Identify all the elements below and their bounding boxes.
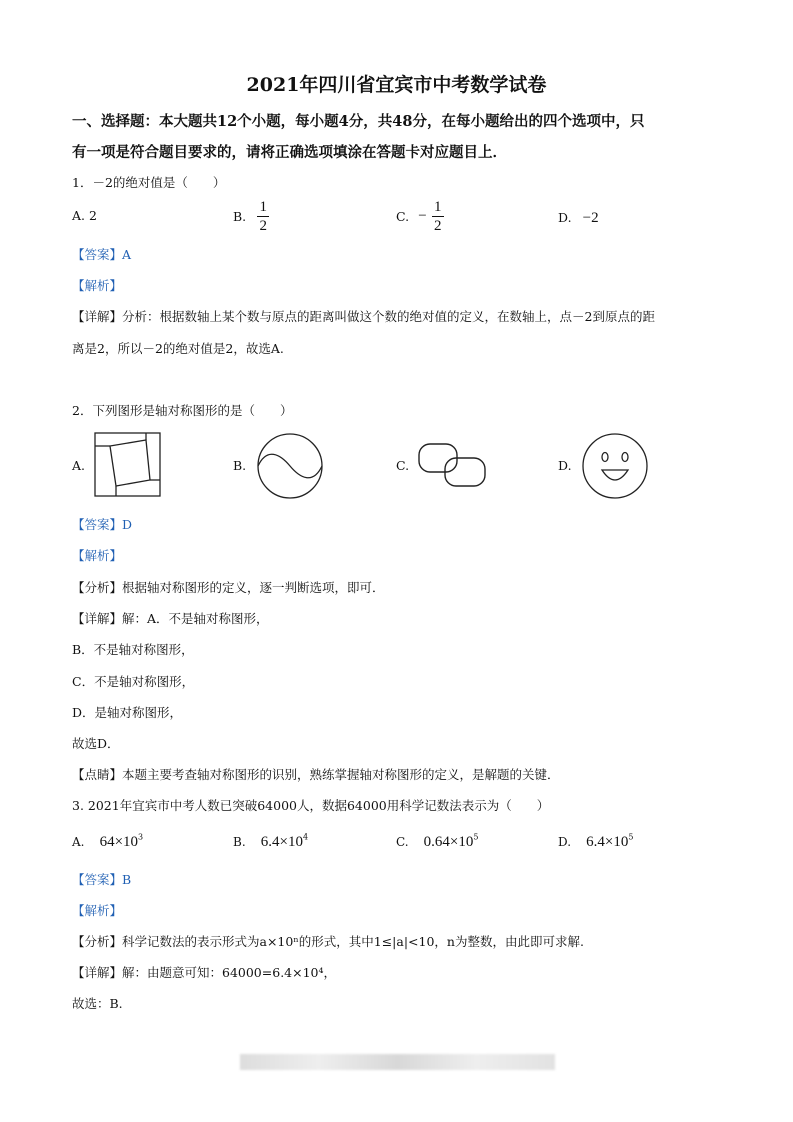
fraction-numerator: 1 <box>259 199 268 215</box>
section-heading-line2: 有一项是符合题目要求的，请将正确选项填涂在答题卡对应题目上． <box>72 144 507 161</box>
q2-figure-c-chain-link-icon <box>417 442 489 492</box>
q2-fenxi: 【分析】根据轴对称图形的定义，逐一判断选项，即可． <box>72 580 385 595</box>
q3-option-a-exponent: 3 <box>138 832 144 842</box>
q1-detail-line2: 离是2，所以－2的绝对值是2，故选A. <box>72 341 284 356</box>
q1-option-d-value: −2 <box>582 210 599 226</box>
q3-fenxi: 【分析】科学记数法的表示形式为a×10ⁿ的形式，其中1≤|a|<10，n为整数，由此即可求解. <box>72 934 584 949</box>
q3-option-c-label: C. <box>396 835 409 849</box>
page-title: 2021年四川省宜宾市中考数学试卷 <box>246 74 547 96</box>
question-2-stem: 2．下列图形是轴对称图形的是（ ） <box>72 403 293 418</box>
q3-option-b-value: 6.4×10 <box>260 834 303 850</box>
q3-option-c-exponent: 5 <box>473 832 479 842</box>
q2-answer: 【答案】D <box>72 517 133 532</box>
question-1-stem: 1．－2的绝对值是（ ） <box>72 175 226 190</box>
q2-option-b-label: B. <box>233 458 247 473</box>
fraction-numerator: 1 <box>434 199 442 215</box>
blurred-footer-watermark <box>240 1054 555 1070</box>
q2-option-c-label: C. <box>396 458 410 473</box>
question-3-stem: 3. 2021年宜宾市中考人数已突破64000人，数据64000用科学记数法表示为（ ） <box>72 798 550 813</box>
q3-option-b-label: B. <box>233 835 246 849</box>
q3-option-d <box>558 831 633 851</box>
q3-option-a <box>72 831 143 851</box>
minus-sign: − <box>418 208 427 224</box>
q1-analysis-label: 【解析】 <box>72 278 123 293</box>
q1-option-d <box>558 207 599 227</box>
q2-figure-b-yin-yang-icon <box>255 432 325 500</box>
q2-analysis-label: 【解析】 <box>72 548 123 563</box>
q2-detail-b: B．不是轴对称图形， <box>72 642 194 657</box>
q1-option-b-label: B. <box>233 209 247 224</box>
q1-detail-line1: 【详解】分析：根据数轴上某个数与原点的距离叫做这个数的绝对值的定义，在数轴上，点－2到原点的距 <box>72 309 655 324</box>
q3-answer: 【答案】B <box>72 872 132 887</box>
q2-detail: 【详解】解：A．不是轴对称图形， <box>72 611 269 626</box>
q3-option-b-exponent: 4 <box>302 832 309 842</box>
q3-option-a-value: 64×10 <box>99 834 139 850</box>
q3-choose: 故选：B. <box>72 996 123 1011</box>
q3-option-c-value: 0.64×10 <box>423 834 474 850</box>
q1-option-d-label: D. <box>558 210 572 225</box>
q3-detail: 【详解】解：由题意可知：64000=6.4×10⁴， <box>72 965 337 980</box>
fraction-denominator: 2 <box>259 218 268 234</box>
q2-figure-d-smiley-face-icon <box>581 432 649 500</box>
q3-option-b <box>233 831 308 851</box>
q1-option-c-label: C. <box>396 209 410 224</box>
q1-option-a: A. 2 <box>72 208 97 223</box>
q2-detail-d: D．是轴对称图形， <box>72 705 183 720</box>
fraction-denominator: 2 <box>434 218 442 234</box>
q1-option-c <box>396 199 444 234</box>
q1-option-b <box>233 199 269 234</box>
q2-option-a-label: A. <box>72 458 86 473</box>
q3-option-d-exponent: 5 <box>628 832 634 842</box>
q2-option-d-label: D. <box>558 458 572 473</box>
q2-comment: 【点睛】本题主要考查轴对称图形的识别，熟练掌握轴对称图形的定义，是解题的关键． <box>72 767 560 782</box>
q1-option-c-fraction <box>432 199 444 234</box>
q3-option-c <box>396 831 478 851</box>
q2-detail-c: C．不是轴对称图形， <box>72 674 195 689</box>
q1-answer: 【答案】A <box>72 247 132 262</box>
q3-option-a-label: A. <box>72 835 85 849</box>
q3-option-d-label: D. <box>558 835 572 849</box>
q2-choose: 故选D． <box>72 736 120 751</box>
q1-option-b-fraction <box>257 199 269 234</box>
section-heading-line1: 一、选择题：本大题共12个小题，每小题4分，共48分，在每小题给出的四个选项中，只 <box>72 113 645 130</box>
q3-option-d-value: 6.4×10 <box>586 834 629 850</box>
q3-analysis-label: 【解析】 <box>72 903 123 918</box>
q2-figure-a-square-icon <box>94 432 162 498</box>
